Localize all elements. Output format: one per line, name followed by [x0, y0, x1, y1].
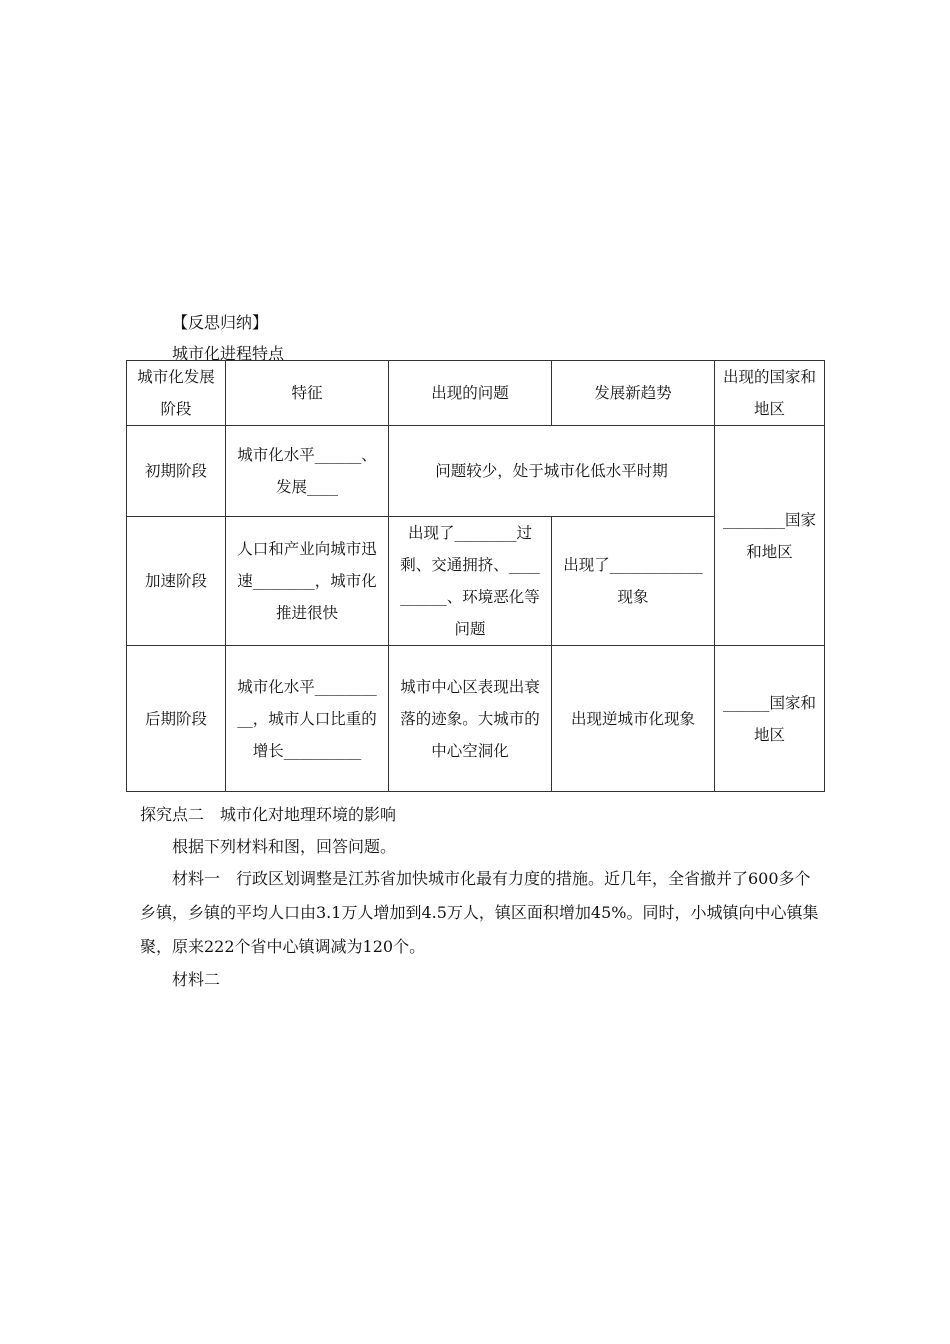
cell-region-late: ______国家和地区	[715, 646, 825, 792]
cell-problem-trend-early: 问题较少，处于城市化低水平时期	[389, 426, 715, 517]
cell-trend-late: 出现逆城市化现象	[552, 646, 715, 792]
summary-heading: 【反思归纳】	[172, 313, 269, 332]
header-feature: 特征	[226, 361, 389, 426]
cell-problem-late: 城市中心区表现出衰落的迹象。大城市的中心空洞化	[389, 646, 552, 792]
cell-feature-accelerating: 人口和产业向城市迅速________，城市化推进很快	[226, 517, 389, 646]
section-title: 探究点二 城市化对地理环境的影响	[140, 805, 397, 824]
table-row-early	[127, 426, 825, 517]
cell-problem-accelerating: 出现了________过剩、交通拥挤、__________、环境恶化等问题	[389, 517, 552, 646]
cell-region-developing: ________国家和地区	[715, 426, 825, 646]
cell-feature-late: 城市化水平__________，城市人口比重的增长__________	[226, 646, 389, 792]
cell-stage-late: 后期阶段	[127, 646, 226, 792]
header-trend: 发展新趋势	[552, 361, 715, 426]
instruction-text: 根据下列材料和图，回答问题。	[172, 837, 397, 856]
table-row-late	[127, 646, 825, 792]
header-region: 出现的国家和地区	[715, 361, 825, 426]
cell-stage-early: 初期阶段	[127, 426, 226, 517]
material-two-label: 材料二	[172, 970, 221, 989]
header-problem: 出现的问题	[389, 361, 552, 426]
table-caption: 城市化进程特点	[172, 344, 285, 363]
cell-trend-accelerating: 出现了____________现象	[552, 517, 715, 646]
material-one-paragraph: 材料一 行政区划调整是江苏省加快城市化最有力度的措施。近几年，全省撤并了600多个乡镇，乡镇的平均人口由3.1万人增加到4.5万人，镇区面积增加45%。同时，小城镇向中心镇集聚，原来222个省中心镇调减为120个。	[140, 869, 819, 956]
table-header-row	[127, 361, 825, 426]
urbanization-stages-table	[126, 360, 825, 792]
cell-stage-accelerating: 加速阶段	[127, 517, 226, 646]
header-stage: 城市化发展阶段	[127, 361, 226, 426]
cell-feature-early: 城市化水平______、发展____	[226, 426, 389, 517]
